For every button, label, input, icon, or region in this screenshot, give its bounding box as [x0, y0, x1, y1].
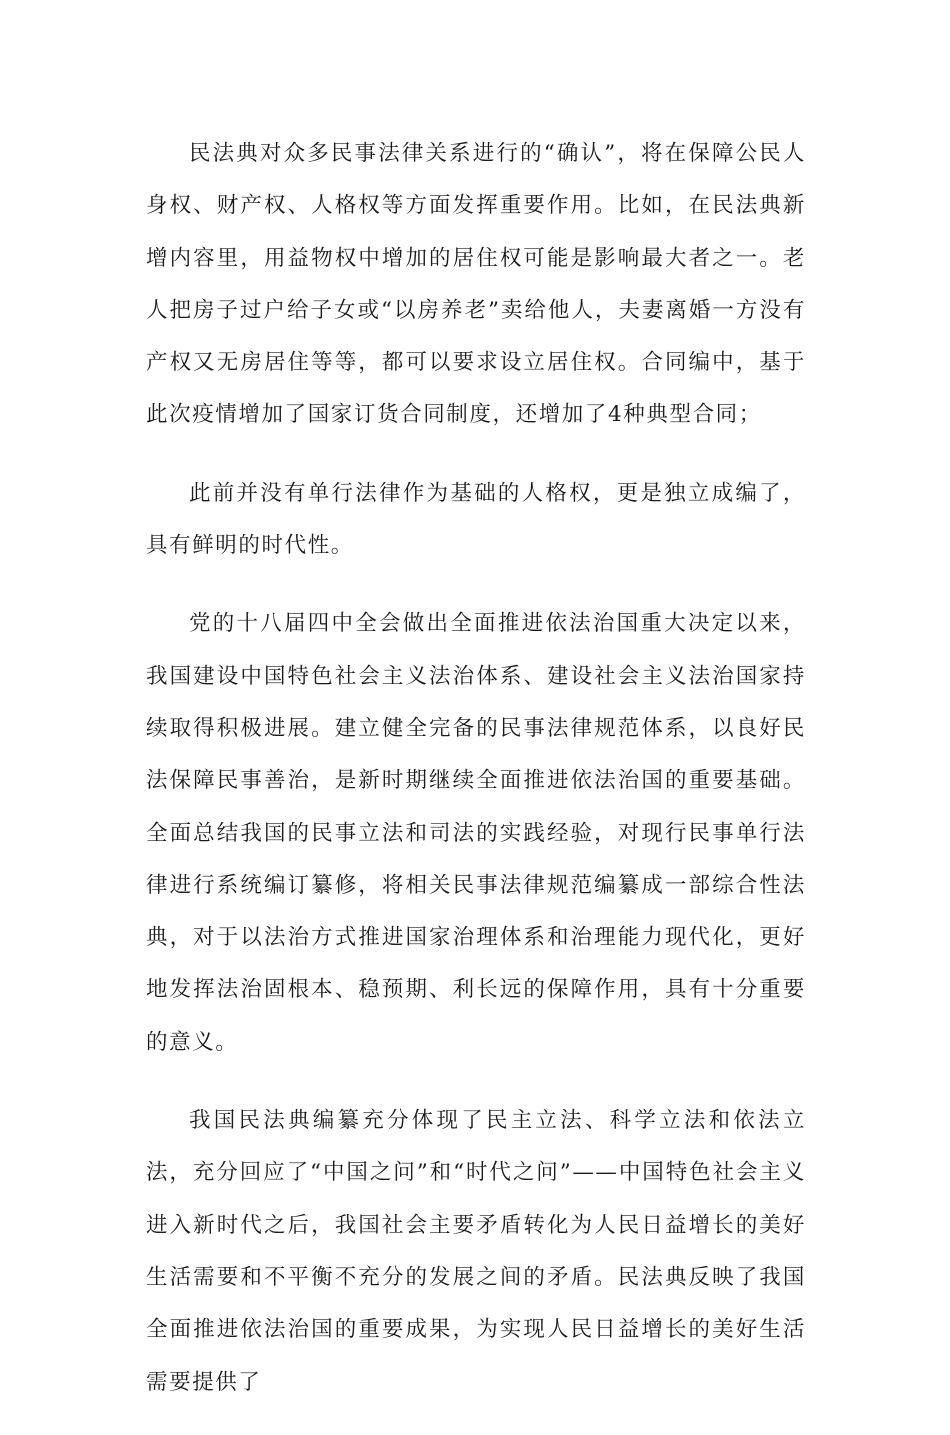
paragraph-3: 党的十八届四中全会做出全面推进依法治国重大决定以来，我国建设中国特色社会主义法治体系、建设社会主义法治国家持续取得积极进展。建立健全完备的民事法律规范体系，以良好民法保障民事善治，是新时期继续全面推进依法治国的重要基础。全面总结我国的民事立法和司法的实践经验，对现行民事单行法律进行系统编订纂修，将相关民事法律规范编纂成一部综合性法典，对于以法治方式推进国家治理体系和治理能力现代化，更好地发挥法治固根本、稳预期、利长远的保障作用，具有十分重要的意义。: [146, 611, 806, 1055]
paragraph-1: 民法典对众多民事法律关系进行的“确认”，将在保障公民人身权、财产权、人格权等方面发挥重要作用。比如，在民法典新增内容里，用益物权中增加的居住权可能是影响最大者之一。老人把房子过户给子女或“以房养老”卖给他人，夫妻离婚一方没有产权又无房居住等等，都可以要求设立居住权。合同编中，基于此次疫情增加了国家订货合同制度，还增加了4种典型合同；: [146, 141, 806, 428]
paragraph-2: 此前并没有单行法律作为基础的人格权，更是独立成编了，具有鲜明的时代性。: [146, 480, 806, 559]
document-body: [146, 128, 806, 1435]
paragraph-4: 我国民法典编纂充分体现了民主立法、科学立法和依法立法，充分回应了“中国之问”和“时代之问”——中国特色社会主义进入新时代之后，我国社会主要矛盾转化为人民日益增长的美好生活需要和不平衡不充分的发展之间的矛盾。民法典反映了我国全面推进依法治国的重要成果，为实现人民日益增长的美好生活需要提供了: [146, 1108, 806, 1395]
